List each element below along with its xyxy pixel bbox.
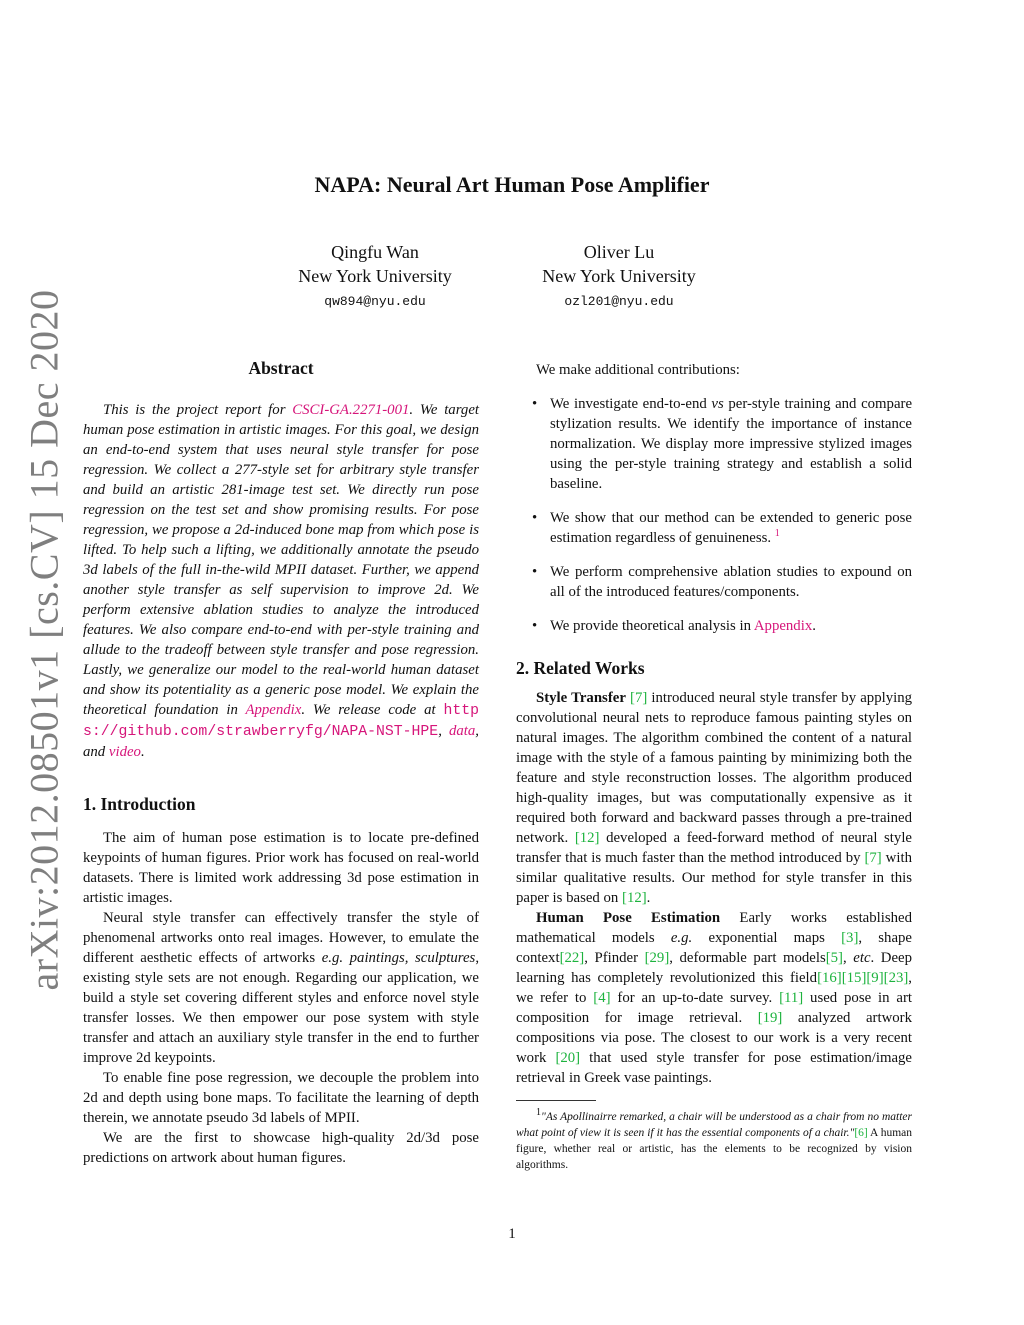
contribution-emphasis: vs [711, 396, 724, 412]
author-email[interactable]: ozl201@nyu.edu [564, 294, 674, 309]
citation-link[interactable]: [3] [841, 930, 859, 946]
citation-link[interactable]: [12] [574, 830, 600, 846]
bullet-icon: • [532, 618, 538, 634]
related-text: , shape context [516, 930, 912, 966]
related-text: analyzed artwork compositions via pose. The closest to our work is a very recent work [516, 1010, 912, 1066]
contributions-intro: We make additional contributions: [536, 362, 740, 378]
contribution-text: . [812, 618, 816, 634]
bullet-icon: • [532, 396, 538, 412]
contribution-item [516, 508, 912, 548]
citation-link[interactable]: [19] [757, 1010, 783, 1026]
pose-estimation-label: Human Pose Estimation [536, 910, 721, 926]
author-block-2 [494, 240, 744, 314]
related-text: , deformable part models [669, 950, 826, 966]
course-link[interactable]: CSCI-GA.2271-001 [292, 402, 410, 418]
video-link[interactable]: video [108, 744, 141, 760]
arxiv-identifier-text: arXiv:2012.08501v1 [cs.CV] 15 Dec 2020 [21, 289, 67, 991]
related-text: for an up-to-date survey. [610, 990, 780, 1006]
author-name: Qingfu Wan [331, 242, 419, 262]
abstract-text: , [438, 723, 449, 739]
left-column [83, 356, 479, 1168]
author-affiliation: New York University [542, 266, 696, 286]
citation-link[interactable]: [23] [883, 970, 909, 986]
footnote-divider [516, 1100, 596, 1101]
abstract-text: . We target human pose estimation in artistic images. For this goal, we design an end-to-end system that uses neural style transfer for pose regression. We collect a 277-style set for arbitrary style transfer and build an artistic 281-image test set. We directly run pose regression on the test set and show promising results. For pose regression, we propose a 2d-induced bone map from which pose is lifted. To help such a lifting, we additionally annotate the pseudo 3d labels of the full in-the-wild MPII dataset. Further, we append another style transfer as self supervision to improve 2d. We perform extensive ablation studies to analyze the introduced features. We also compare end-to-end with per-style training and allude to the tradeoff between style transfer and pose regression. Lastly, we generalize our model to the real-world human dataset and show its potentiality as a generic pose model. We explain the theoretical foundation in [83, 402, 479, 718]
citation-link[interactable]: [15] [841, 970, 867, 986]
footnote-quote: "As Apollinairre remarked, a chair will be understood as a chair from no matter what point of view it is seen if it has the essential components of a chair." [516, 1111, 912, 1139]
related-text: , Pfinder [584, 950, 645, 966]
contribution-text: We show that our method can be extended to generic pose estimation regardless of genuineness. [550, 510, 912, 546]
intro-emphasis: e.g. paintings, sculptures [321, 950, 476, 966]
bullet-icon: • [532, 510, 538, 526]
paper-title: NAPA: Neural Art Human Pose Amplifier [314, 172, 710, 197]
related-works-heading: 2. Related Works [516, 658, 645, 678]
related-emphasis: e.g. [670, 930, 693, 946]
related-text: exponential maps [692, 930, 842, 946]
citation-link[interactable]: [11] [779, 990, 804, 1006]
contribution-item [516, 394, 912, 494]
footnote-text: A human figure, whether real or artistic, has the elements to be recognized by vision algorithms. [516, 1127, 912, 1171]
pose-estimation-paragraph [516, 908, 912, 1088]
related-text: used pose in art composition for image retrieval. [516, 990, 912, 1026]
style-transfer-paragraph [516, 688, 912, 908]
abstract-body [83, 400, 479, 762]
bullet-icon: • [532, 564, 538, 580]
citation-link[interactable]: [6] [854, 1127, 868, 1139]
intro-text: , existing style sets are not enough. Regarding our application, we build a style set covering different styles and enforce novel style transfer losses. We then empower our pose system with style transfer and attach an auxiliary style transfer in the end to further improve 2d keypoints. [83, 950, 480, 1066]
related-text: . Deep learning has completely revolutionized this field [516, 950, 912, 986]
related-emphasis: etc [853, 950, 871, 966]
github-url-link[interactable]: https://github.com/strawberryfg/NAPA-NST-HPE [83, 703, 479, 740]
author-email[interactable]: qw894@nyu.edu [324, 294, 426, 309]
citation-link[interactable]: [7] [864, 850, 882, 866]
related-text: introduced neural style transfer by applying convolutional neural nets to reproduce famous painting styles on natural images. The algorithm combined the content of a natural image with the style of a famous painting by minimizing both the feature and style reconstruction losses. The algorithm produced high-quality images, but was computationally expensive as it required both forward and backward passes through a pre-trained network. [516, 690, 913, 846]
abstract-text: . We release code at [301, 702, 444, 718]
citation-link[interactable]: [9] [866, 970, 884, 986]
contribution-item [516, 562, 912, 602]
citation-link[interactable]: [12] [622, 890, 647, 906]
related-text: . [646, 890, 651, 906]
contributions-list [516, 394, 912, 636]
citation-link[interactable]: [5] [825, 950, 843, 966]
abstract-text: . [140, 744, 145, 760]
intro-paragraph-4: We are the first to showcase high-quality 2d/3d pose predictions on artwork about human figures. [83, 1130, 479, 1166]
citation-link[interactable]: [20] [555, 1050, 581, 1066]
author-name: Oliver Lu [583, 242, 655, 262]
related-text: with similar qualitative results. Our method for style transfer in this paper is based on [516, 850, 912, 906]
intro-heading: 1. Introduction [83, 794, 196, 814]
style-transfer-label: Style Transfer [536, 690, 626, 706]
intro-paragraph-2 [83, 908, 479, 1068]
contribution-text: We provide theoretical analysis in [550, 618, 754, 634]
appendix-link[interactable]: Appendix [753, 618, 813, 634]
related-text: , [843, 950, 854, 966]
abstract-heading: Abstract [248, 358, 314, 378]
appendix-link[interactable]: Appendix [245, 702, 302, 718]
related-text: that used style transfer for pose estimation/image retrieval in Greek vase paintings. [516, 1050, 912, 1086]
footnote [516, 1109, 912, 1173]
page-number: 1 [508, 1226, 516, 1242]
right-column [516, 356, 912, 1173]
footnote-number: 1 [536, 1107, 541, 1119]
author-affiliation: New York University [298, 266, 452, 286]
abstract-text: , and [83, 723, 479, 760]
footnote-marker[interactable]: 1 [774, 528, 780, 540]
contribution-text: We perform comprehensive ablation studies to expound on all of the introduced features/components. [550, 564, 912, 600]
citation-link[interactable]: [22] [559, 950, 585, 966]
related-text: developed a feed-forward method of neural style transfer that is much faster than the method introduced by [516, 830, 912, 866]
citation-link[interactable]: [4] [593, 990, 611, 1006]
citation-link[interactable]: [16] [817, 970, 842, 986]
related-text: Early works established mathematical models [516, 910, 912, 946]
abstract-text: This is the project report for [103, 402, 293, 418]
contribution-text: We investigate end-to-end [550, 396, 712, 412]
contribution-item [516, 616, 912, 636]
citation-link[interactable]: [7] [630, 690, 648, 706]
contribution-text: per-style training and compare stylization results. We identify the importance of instance normalization. We display more impressive stylized images using the per-style training strategy and establish a solid baseline. [550, 396, 913, 492]
author-block-1 [250, 240, 500, 314]
data-link[interactable]: data [448, 723, 476, 739]
citation-link[interactable]: [29] [644, 950, 670, 966]
intro-paragraph-3: To enable fine pose regression, we decouple the problem into 2d and depth using bone maps. To facilitate the learning of depth therein, we annotate pseudo 3d labels of MPII. [83, 1070, 479, 1126]
intro-paragraph-1: The aim of human pose estimation is to locate pre-defined keypoints of human figures. Prior work has focused on real-world datasets. There is limited work addressing 3d pose estimation in artistic images. [83, 830, 479, 906]
related-text: , we refer to [516, 970, 912, 1006]
intro-text: Neural style transfer can effectively transfer the style of phenomenal artworks onto real images. However, to emulate the different aesthetic effects of artworks [83, 910, 479, 966]
